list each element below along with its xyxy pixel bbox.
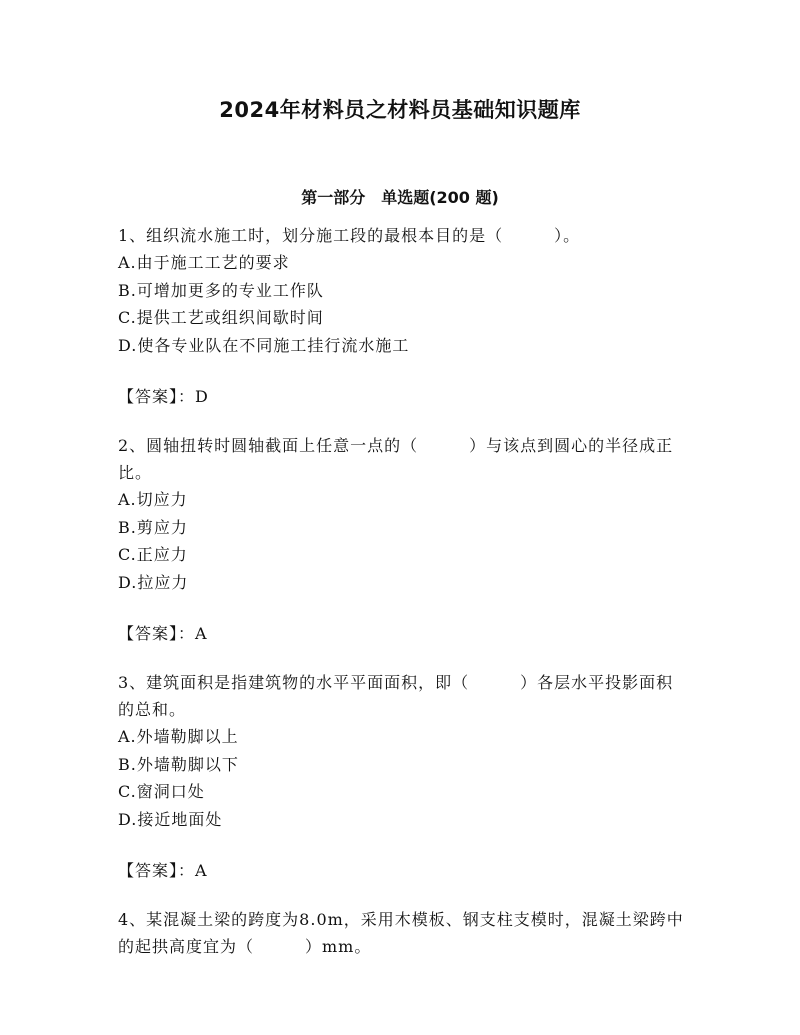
option-d: D.拉应力 [118, 572, 189, 592]
section-title: 第一部分 单选题(200 题) [301, 188, 499, 207]
answer-line [118, 383, 688, 410]
option-a: A.由于施工工艺的要求 [118, 253, 290, 272]
option-c: C.提供工艺或组织间歇时间 [118, 308, 324, 327]
option-c: C.窗洞口处 [118, 782, 205, 801]
option-c: C.正应力 [118, 545, 188, 564]
question-stem: 1、组织流水施工时，划分施工段的最根本目的是（ ）。 [118, 226, 581, 245]
option-list [118, 249, 688, 359]
question-3 [118, 669, 688, 884]
option-list [118, 723, 688, 833]
answer-label: 【答案】： [118, 624, 196, 643]
answer-label: 【答案】： [118, 861, 196, 880]
answer-line [118, 620, 688, 647]
question-stem: 3、建筑面积是指建筑物的水平平面面积，即（ ）各层水平投影面积的总和。 [118, 673, 674, 719]
question-4 [118, 906, 688, 960]
answer-line [118, 857, 688, 884]
option-b: B.可增加更多的专业工作队 [118, 280, 324, 300]
document-title: 2024年材料员之材料员基础知识题库 [219, 98, 581, 122]
option-a: A.切应力 [118, 490, 188, 509]
question-2 [118, 432, 688, 647]
answer-value: A [195, 861, 208, 880]
option-d: D.使各专业队在不同施工挂行流水施工 [118, 335, 410, 355]
question-1 [118, 222, 688, 410]
answer-value: D [195, 387, 209, 406]
question-list [118, 222, 688, 982]
option-list [118, 486, 688, 596]
option-b: B.外墙勒脚以下 [118, 754, 239, 774]
question-stem: 2、圆轴扭转时圆轴截面上任意一点的（ ）与该点到圆心的半径成正比。 [118, 436, 674, 482]
answer-value: A [195, 624, 208, 643]
answer-label: 【答案】： [118, 387, 196, 406]
option-d: D.接近地面处 [118, 809, 223, 829]
option-a: A.外墙勒脚以上 [118, 727, 239, 746]
option-b: B.剪应力 [118, 517, 188, 537]
question-stem: 4、某混凝土梁的跨度为8.0m，采用木模板、钢支柱支模时，混凝土梁跨中的起拱高度宜为（ ）mm。 [118, 910, 684, 956]
